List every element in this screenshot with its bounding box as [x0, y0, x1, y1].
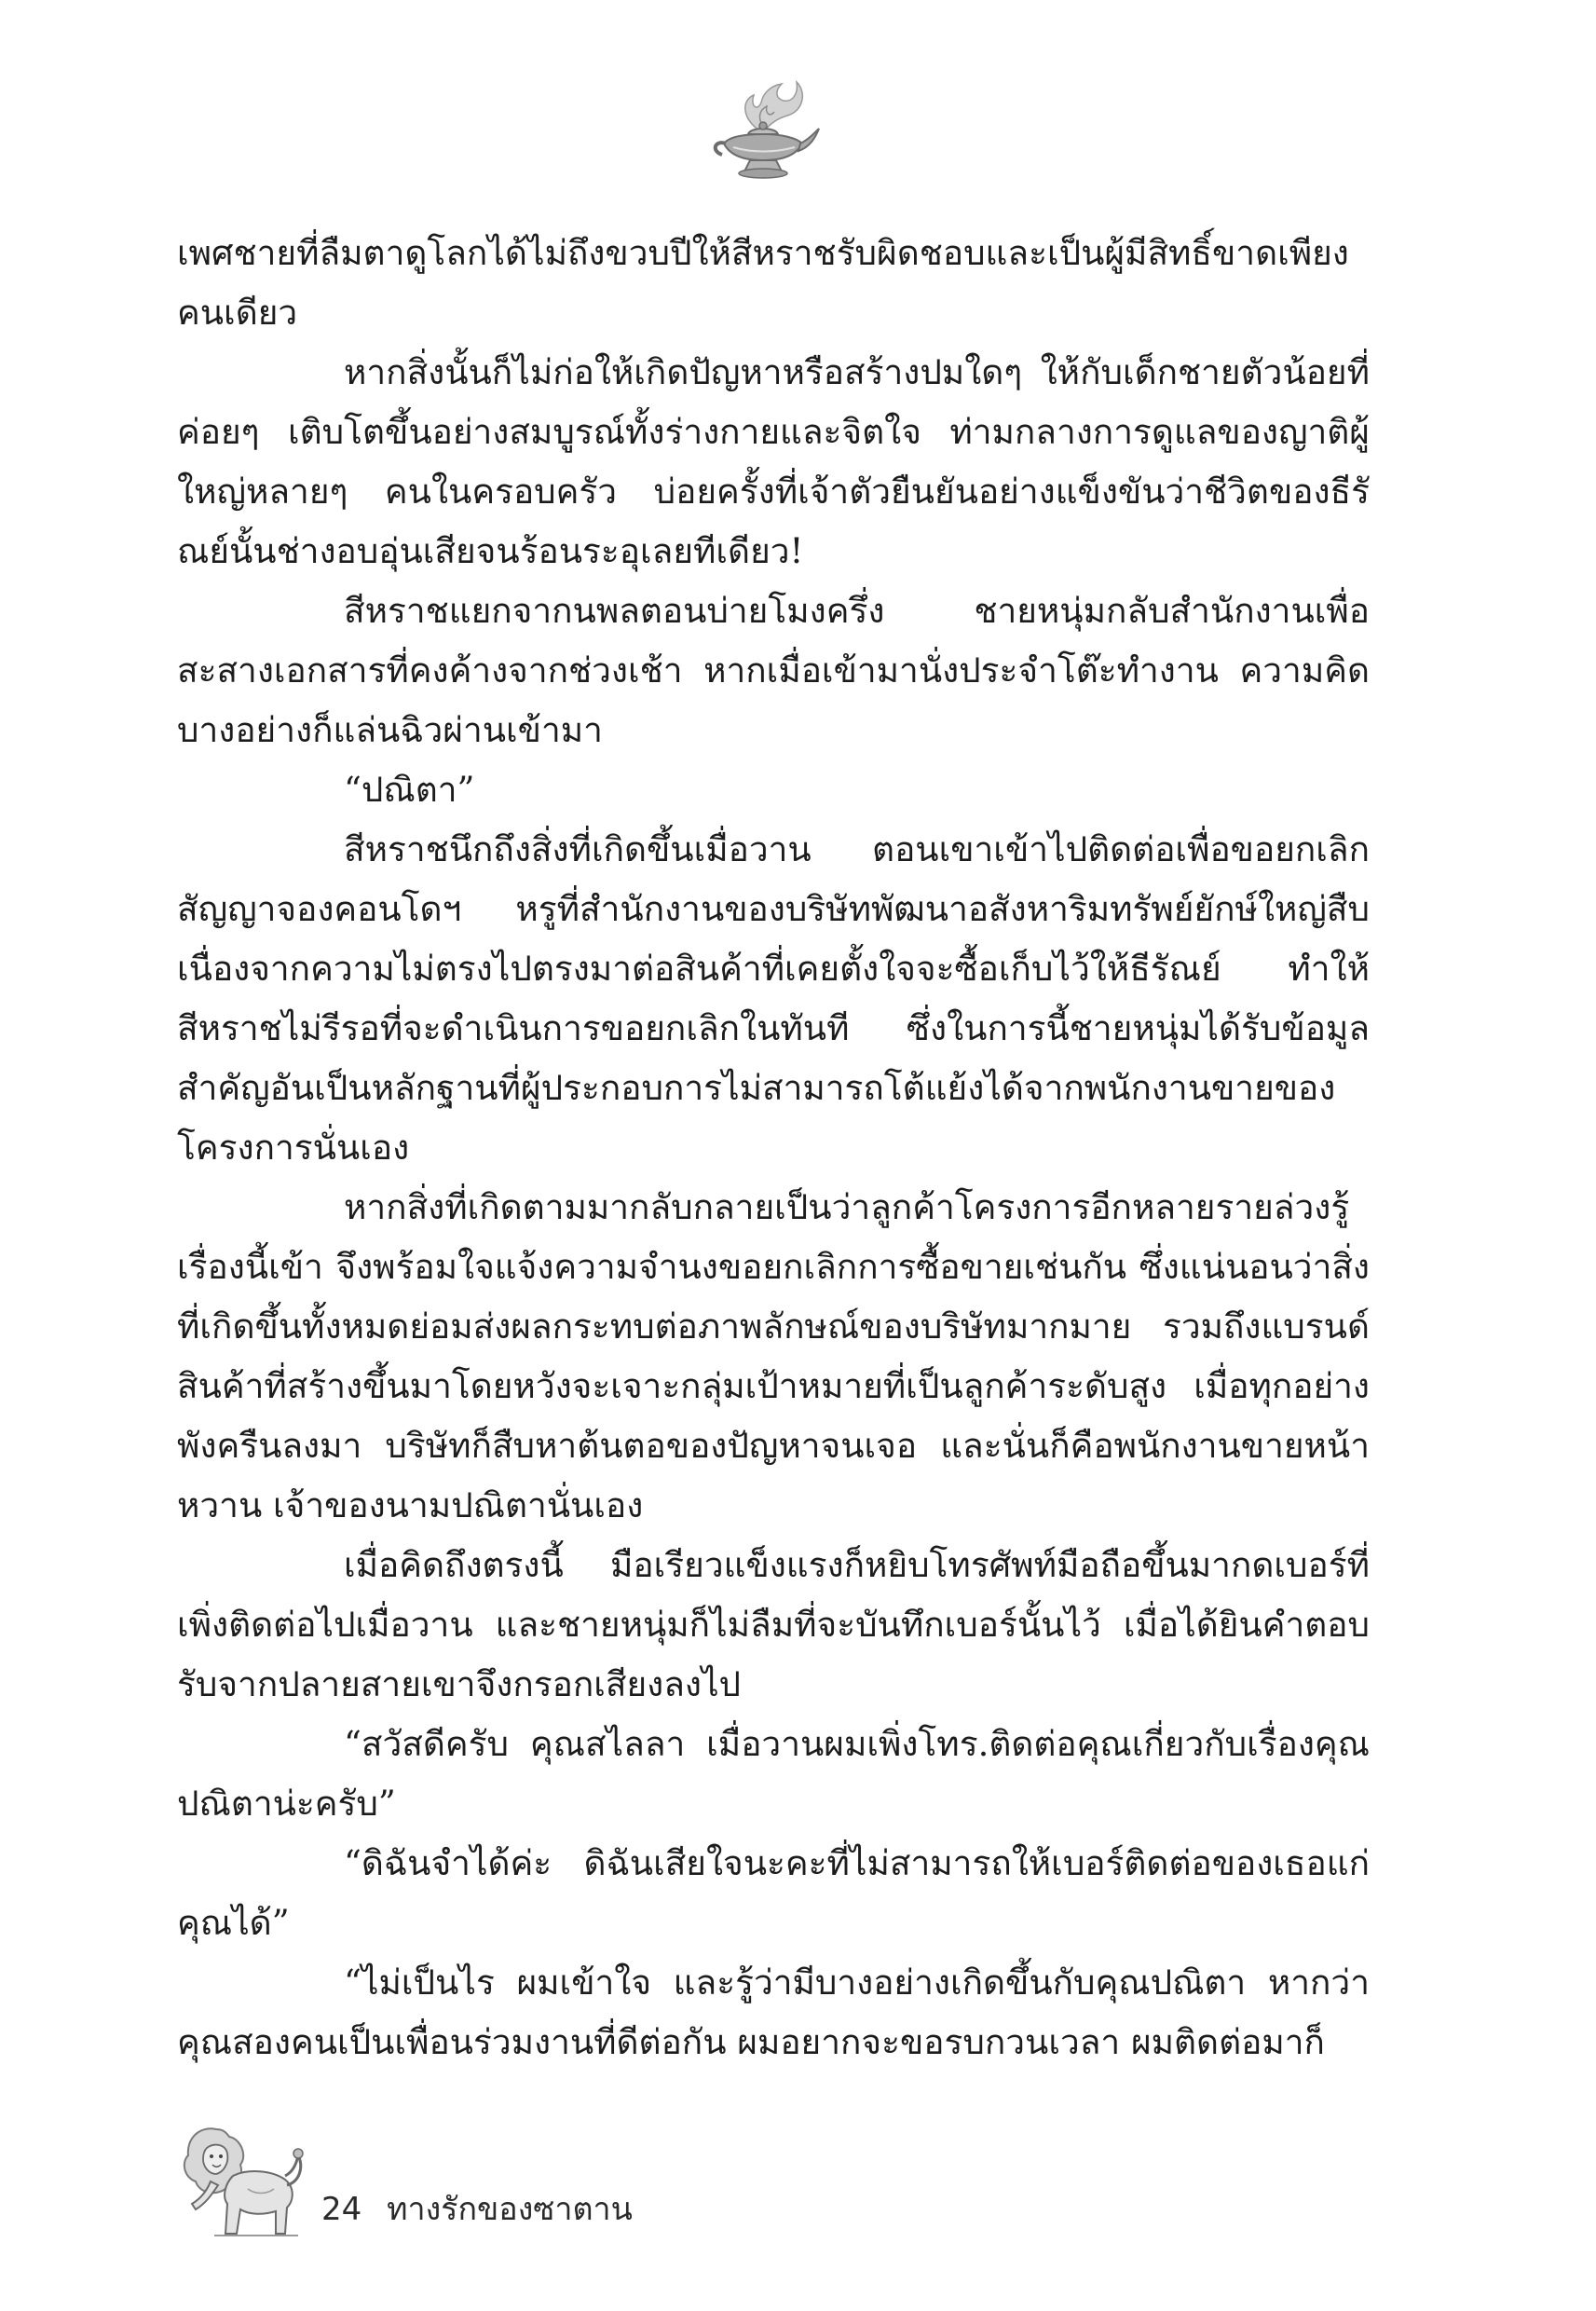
- paragraph: สีหราชนึกถึงสิ่งที่เกิดขึ้นเมื่อวาน ตอนเขาเข้าไปติดต่อเพื่อขอยกเลิกสัญญาจองคอนโดฯ หรูที่สำนักงานของบริษัทพัฒนาอสังหาริมทรัพย์ยักษ์ใหญ่สืบเนื่องจากความไม่ตรงไปตรงมาต่อสินค้าที่เคยตั้งใจจะซื้อเก็บไว้ให้ธีรัณย์ ทำให้สีหราชไม่รีรอที่จะดำเนินการขอยกเลิกในทันที ซึ่งในการนี้ชายหนุ่มได้รับข้อมูลสำคัญอันเป็นหลักฐานที่ผู้ประกอบการไม่สามารถโต้แย้งได้จากพนักงานขายของโครงการนั่นเอง: [177, 829, 1370, 1168]
- paragraph: “ไม่เป็นไร ผมเข้าใจ และรู้ว่ามีบางอย่างเกิดขึ้นกับคุณปณิตา หากว่าคุณสองคนเป็นเพื่อนร่วมงานที่ดีต่อกัน ผมอยากจะขอรบกวนเวลา ผมติดต่อมาก็: [177, 1962, 1370, 2062]
- page-footer: [158, 2111, 811, 2250]
- page-footer-text: [321, 2183, 648, 2234]
- lion-icon: [158, 2111, 307, 2250]
- paragraph: เมื่อคิดถึงตรงนี้ มือเรียวแข็งแรงก็หยิบโทรศัพท์มือถือขึ้นมากดเบอร์ที่เพิ่งติดต่อไปเมื่อวาน และชายหนุ่มก็ไม่ลืมที่จะบันทึกเบอร์นั้นไว้ เมื่อได้ยินคำตอบรับจากปลายสายเขาจึงกรอกเสียงลงไป: [177, 1545, 1370, 1704]
- paragraph: หากสิ่งที่เกิดตามมากลับกลายเป็นว่าลูกค้าโครงการอีกหลายรายล่วงรู้เรื่องนี้เข้า จึงพร้อมใจแจ้งความจำนงขอยกเลิกการซื้อขายเช่นกัน ซึ่งแน่นอนว่าสิ่งที่เกิดขึ้นทั้งหมดย่อมส่งผลกระทบต่อภาพลักษณ์ของบริษัทมากมาย รวมถึงแบรนด์สินค้าที่สร้างขึ้นมาโดยหวังจะเจาะกลุ่มเป้าหมายที่เป็นลูกค้าระดับสูง เมื่อทุกอย่างพังครืนลงมา บริษัทก็สืบหาต้นตอของปัญหาจนเจอ และนั่นก็คือพนักงานขายหน้าหวาน เจ้าของนามปณิตานั่นเอง: [177, 1187, 1370, 1525]
- paragraph: “ดิฉันจำได้ค่ะ ดิฉันเสียใจนะคะที่ไม่สามารถให้เบอร์ติดต่อของเธอแก่คุณได้”: [177, 1843, 1370, 1943]
- story-text: [177, 224, 1370, 2072]
- book-title: ทางรักของซาตาน: [387, 2191, 633, 2228]
- paragraph: “สวัสดีครับ คุณสไลลา เมื่อวานผมเพิ่งโทร.ติดต่อคุณเกี่ยวกับเรื่องคุณปณิตาน่ะครับ”: [177, 1724, 1370, 1824]
- paragraph: “ปณิตา”: [344, 770, 475, 810]
- paragraph: เพศชายที่ลืมตาดูโลกได้ไม่ถึงขวบปีให้สีหราชรับผิดชอบและเป็นผู้มีสิทธิ์ขาดเพียงคนเดียว: [177, 233, 1349, 333]
- genie-lamp-icon: [705, 75, 821, 186]
- paragraph: สีหราชแยกจากนพลตอนบ่ายโมงครึ่ง ชายหนุ่มกลับสำนักงานเพื่อสะสางเอกสารที่คงค้างจากช่วงเช้า หากเมื่อเข้ามานั่งประจำโต๊ะทำงาน ความคิดบางอย่างก็แล่นฉิวผ่านเข้ามา: [177, 591, 1370, 750]
- page-number: 24: [321, 2191, 362, 2228]
- paragraph: หากสิ่งนั้นก็ไม่ก่อให้เกิดปัญหาหรือสร้างปมใดๆ ให้กับเด็กชายตัวน้อยที่ค่อยๆ เติบโตขึ้นอย่างสมบูรณ์ทั้งร่างกายและจิตใจ ท่ามกลางการดูแลของญาติผู้ใหญ่หลายๆ คนในครอบครัว บ่อยครั้งที่เจ้าตัวยืนยันอย่างแข็งขันว่าชีวิตของธีรัณย์นั้นช่างอบอุ่นเสียจนร้อนระอุเลยทีเดียว!: [177, 352, 1370, 571]
